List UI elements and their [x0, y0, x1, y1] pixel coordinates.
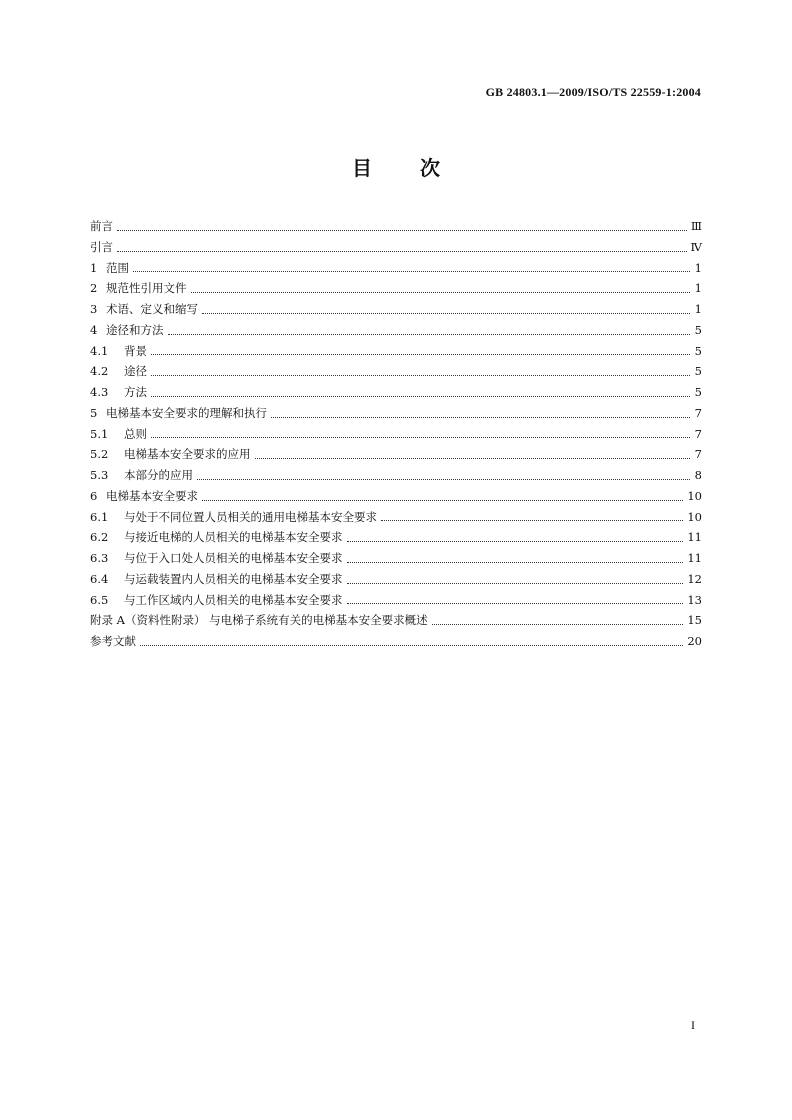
table-of-contents	[90, 218, 702, 654]
dot-leader	[202, 500, 683, 501]
toc-entry[interactable]	[90, 488, 702, 509]
toc-entry-label: 与运载装置内人员相关的电梯基本安全要求	[124, 571, 343, 586]
toc-entry[interactable]	[90, 280, 702, 301]
toc-entry-page: 1	[694, 281, 702, 296]
toc-entry[interactable]	[90, 405, 702, 426]
toc-entry-label: 引言	[90, 239, 113, 254]
toc-entry-label: 途径和方法	[106, 322, 164, 337]
toc-entry[interactable]	[90, 612, 702, 633]
toc-entry-page: 5	[694, 343, 702, 358]
toc-entry-label: 与处于不同位置人员相关的通用电梯基本安全要求	[124, 509, 377, 524]
toc-entry[interactable]	[90, 571, 702, 592]
toc-entry[interactable]	[90, 384, 702, 405]
toc-entry[interactable]	[90, 239, 702, 260]
toc-entry[interactable]	[90, 363, 702, 384]
toc-entry-label: 途径	[124, 364, 147, 379]
toc-entry-page: 5	[694, 364, 702, 379]
toc-entry-page: Ⅲ	[690, 219, 702, 233]
page-number: I	[691, 1018, 695, 1032]
toc-entry-label: 与位于入口处人员相关的电梯基本安全要求	[124, 551, 343, 565]
toc-entry[interactable]	[90, 426, 702, 447]
toc-entry-page: 13	[687, 592, 702, 607]
dot-leader	[381, 520, 683, 521]
page-title-part2: 次	[420, 156, 440, 180]
toc-entry-number: 5.2	[90, 447, 109, 462]
toc-entry-page: 7	[694, 405, 702, 420]
toc-entry-number: 5.1	[90, 426, 109, 441]
toc-entry-page: 10	[687, 488, 702, 503]
toc-entry[interactable]	[90, 550, 702, 571]
toc-entry-page: 7	[694, 426, 702, 441]
toc-entry-number: 2	[90, 281, 98, 296]
dot-leader	[117, 230, 687, 231]
toc-entry-page: 20	[687, 634, 702, 648]
toc-entry-label: 附录 A（资料性附录） 与电梯子系统有关的电梯基本安全要求概述	[90, 613, 428, 628]
toc-entry-number: 6.3	[90, 551, 109, 565]
toc-entry-number: 4	[90, 322, 98, 337]
toc-entry-page: 11	[687, 551, 702, 565]
dot-leader	[347, 562, 684, 563]
dot-leader	[255, 458, 691, 459]
toc-entry[interactable]	[90, 529, 702, 550]
dot-leader	[347, 541, 684, 542]
toc-entry-number: 6.2	[90, 530, 109, 545]
toc-entry-page: Ⅳ	[690, 239, 702, 254]
dot-leader	[271, 417, 690, 418]
toc-entry-label: 本部分的应用	[124, 468, 193, 482]
toc-entry-page: 1	[694, 260, 702, 275]
toc-entry-number: 4.1	[90, 343, 109, 358]
dot-leader	[133, 271, 690, 272]
toc-entry-number: 6.5	[90, 592, 109, 607]
toc-entry-number: 6.1	[90, 509, 109, 524]
toc-entry[interactable]	[90, 633, 702, 654]
dot-leader	[168, 334, 691, 335]
toc-entry-label: 规范性引用文件	[106, 281, 187, 296]
toc-entry-label: 电梯基本安全要求	[106, 488, 198, 503]
dot-leader	[151, 354, 690, 355]
toc-entry-label: 参考文献	[90, 634, 136, 648]
dot-leader	[202, 313, 690, 314]
toc-entry[interactable]	[90, 446, 702, 467]
toc-entry[interactable]	[90, 592, 702, 613]
dot-leader	[117, 251, 687, 252]
toc-entry-number: 1	[90, 260, 98, 275]
dot-leader	[347, 603, 684, 604]
toc-entry[interactable]	[90, 343, 702, 364]
toc-entry-number: 4.3	[90, 385, 109, 399]
toc-entry-page: 12	[687, 571, 702, 586]
toc-entry-label: 电梯基本安全要求的理解和执行	[106, 405, 267, 420]
toc-entry-page: 11	[687, 530, 702, 545]
toc-entry[interactable]	[90, 322, 702, 343]
dot-leader	[151, 375, 690, 376]
toc-entry-label: 总则	[124, 426, 147, 441]
toc-entry-page: 10	[687, 509, 702, 524]
toc-entry[interactable]	[90, 467, 702, 488]
page-title-part1: 目	[352, 156, 372, 180]
toc-entry-label: 方法	[124, 385, 147, 399]
toc-entry-label: 电梯基本安全要求的应用	[124, 447, 251, 462]
toc-entry-number: 6	[90, 488, 98, 503]
toc-entry-number: 4.2	[90, 364, 109, 379]
dot-leader	[151, 396, 690, 397]
page-title	[0, 152, 792, 181]
dot-leader	[347, 583, 684, 584]
toc-entry[interactable]	[90, 260, 702, 281]
toc-entry-label: 背景	[124, 343, 147, 358]
toc-entry-page: 7	[694, 447, 702, 462]
dot-leader	[191, 292, 691, 293]
toc-entry-page: 8	[694, 468, 702, 482]
toc-entry-label: 术语、定义和缩写	[106, 302, 198, 316]
dot-leader	[197, 479, 690, 480]
toc-entry-number: 5.3	[90, 468, 109, 482]
toc-entry-number: 5	[90, 405, 98, 420]
toc-entry-label: 与工作区域内人员相关的电梯基本安全要求	[124, 592, 343, 607]
toc-entry-label: 与接近电梯的人员相关的电梯基本安全要求	[124, 530, 343, 545]
toc-entry[interactable]	[90, 509, 702, 530]
toc-entry[interactable]	[90, 301, 702, 322]
toc-entry-number: 6.4	[90, 571, 109, 586]
dot-leader	[432, 624, 684, 625]
toc-entry-label: 前言	[90, 219, 113, 233]
toc-entry-label: 范围	[106, 260, 129, 275]
toc-entry-page: 5	[694, 322, 702, 337]
toc-entry[interactable]	[90, 218, 702, 239]
dot-leader	[140, 645, 683, 646]
standard-number: GB 24803.1—2009/ISO/TS 22559-1:2004	[485, 85, 701, 99]
toc-entry-page: 5	[694, 385, 702, 399]
toc-entry-page: 15	[687, 613, 702, 628]
toc-entry-page: 1	[694, 302, 702, 316]
dot-leader	[151, 437, 690, 438]
toc-entry-number: 3	[90, 302, 98, 316]
